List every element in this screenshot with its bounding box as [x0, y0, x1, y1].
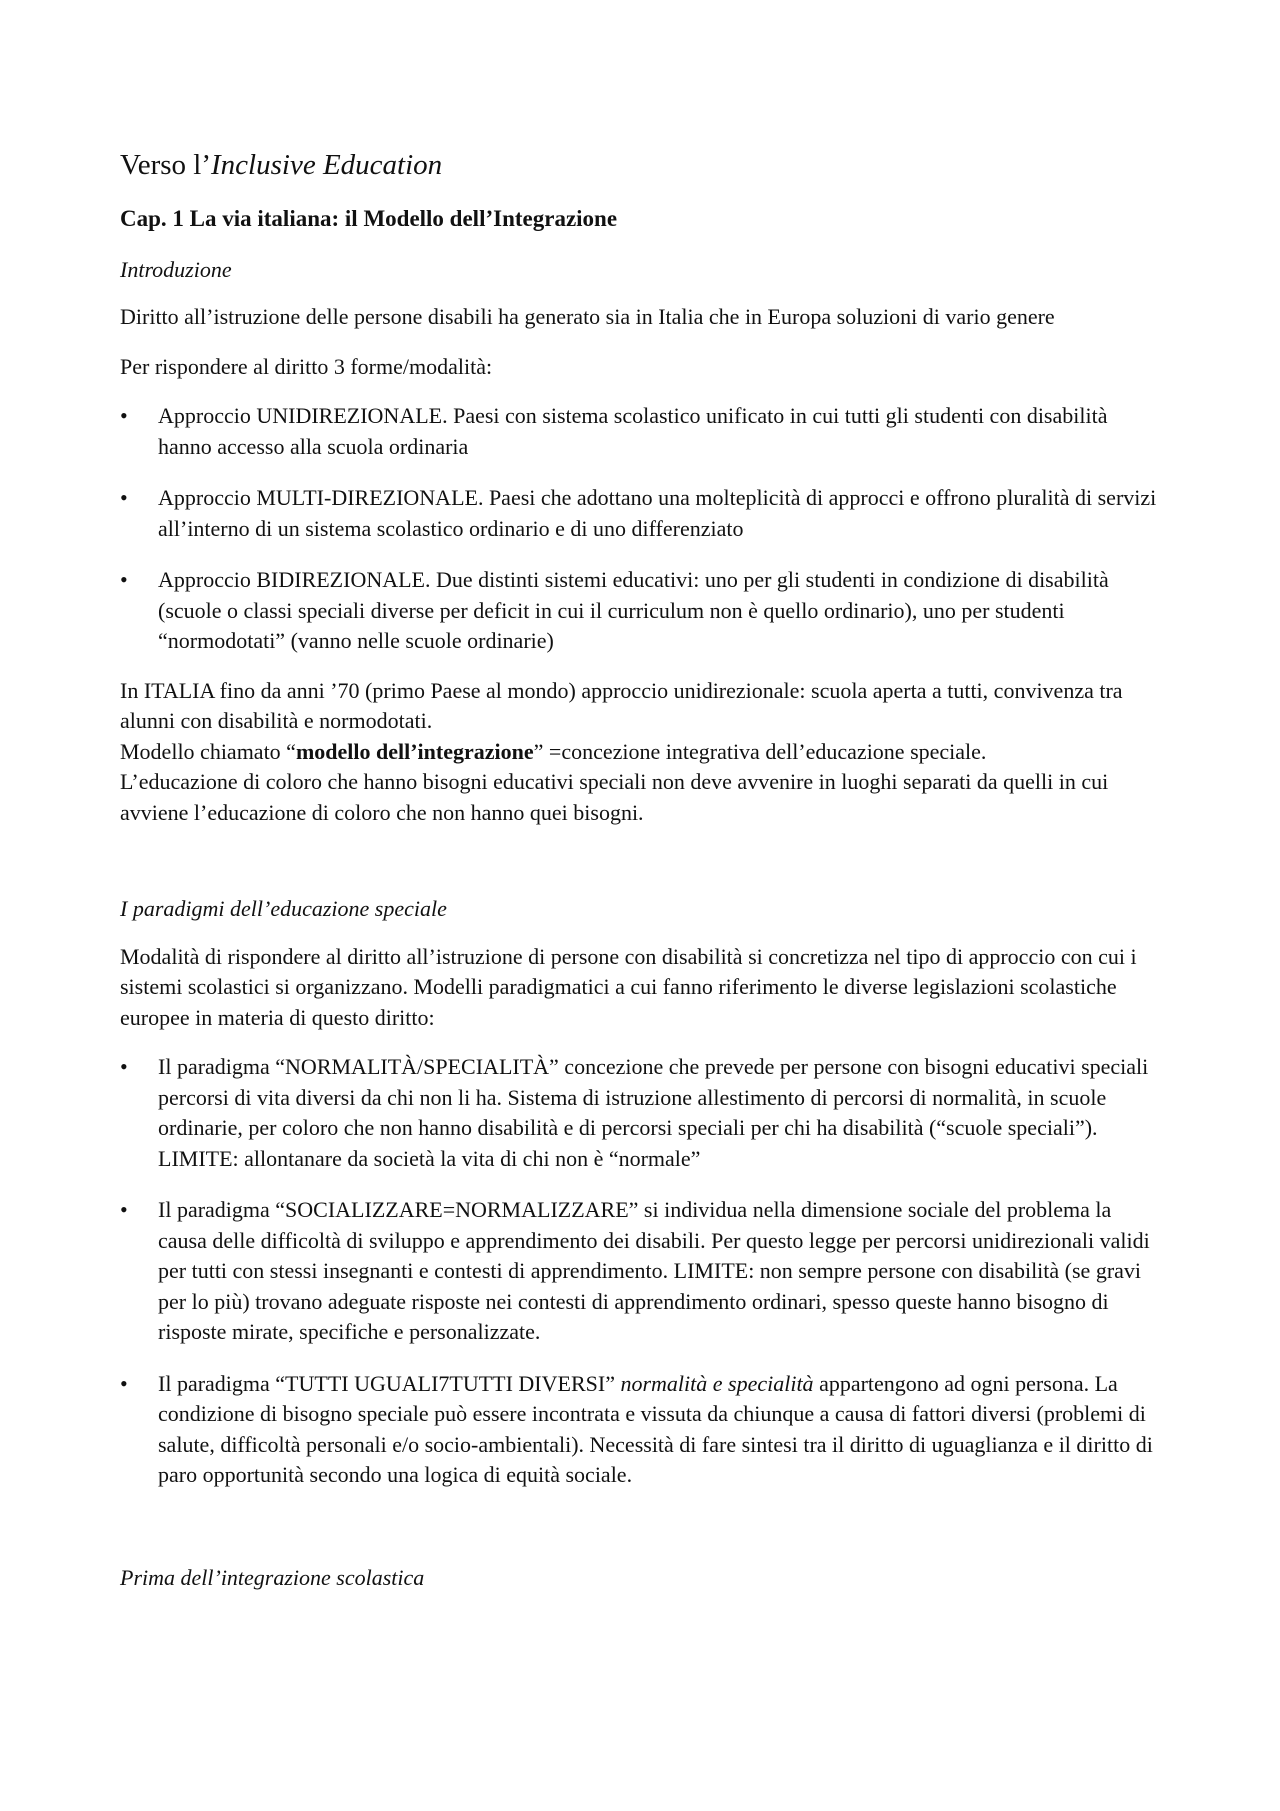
- chapter-heading: Cap. 1 La via italiana: il Modello dell’Integrazione: [120, 205, 618, 231]
- bullet-marker: •: [120, 1370, 128, 1396]
- intro-paragraph-2: Per rispondere al diritto 3 forme/modalità:: [120, 353, 493, 379]
- italia-paragraph: [120, 676, 1160, 829]
- list-item-text: Approccio BIDIREZIONALE. Due distinti sistemi educativi: uno per gli studenti in condizione di disabilità (scuole o classi speciali diverse per deficit in cui il curriculum non è quello ordinario), uno per studenti “normodotati” (vanno nelle scuole ordinarie): [158, 567, 1109, 654]
- approaches-list: [120, 401, 1160, 657]
- list-item: [120, 483, 1160, 544]
- list-item-text-italic: normalità e specialità: [620, 1370, 814, 1396]
- title-italic: Inclusive Education: [211, 149, 443, 181]
- paradigms-paragraph-1: Modalità di rispondere al diritto all’istruzione di persone con disabilità si concretizza nel tipo di approccio con cui i sistemi scolastici si organizzano. Modelli paradigmatici a cui fanno riferimento le diverse legislazioni scolastiche europee in materia di questo diritto:: [120, 943, 1137, 1030]
- list-item-text: Il paradigma “NORMALITÀ/SPECIALITÀ” concezione che prevede per persone con bisogni educativi speciali percorsi di vita diversi da chi non li ha. Sistema di istruzione allestimento di percorsi di normalità, in scuole ordinarie, per coloro che non hanno disabilità e di percorsi speciali per chi ha disabilità (“scuole speciali”). LIMITE: allontanare da società la vita di chi non è “normale”: [158, 1054, 1149, 1171]
- list-item-text: Approccio UNIDIREZIONALE. Paesi con sistema scolastico unificato in cui tutti gli studenti con disabilità hanno accesso alla scuola ordinaria: [158, 403, 1108, 459]
- intro-paragraph-1: Diritto all’istruzione delle persone disabili ha generato sia in Italia che in Europa soluzioni di vario genere: [120, 304, 1055, 330]
- italia-line-3: L’educazione di coloro che hanno bisogni educativi speciali non deve avvenire in luoghi separati da quelli in cui avviene l’educazione di coloro che non hanno quei bisogni.: [120, 769, 1109, 825]
- list-item: [120, 401, 1160, 462]
- list-item: [120, 1052, 1160, 1174]
- bullet-marker: •: [120, 1054, 128, 1080]
- list-item: [120, 1195, 1160, 1348]
- bullet-marker: •: [120, 485, 128, 511]
- list-item-text: Approccio MULTI-DIREZIONALE. Paesi che adottano una molteplicità di approcci e offrono pluralità di servizi all’interno di un sistema scolastico ordinario e di uno differenziato: [158, 485, 1157, 541]
- paradigms-list: [120, 1052, 1160, 1491]
- list-item: [120, 1369, 1160, 1491]
- bullet-marker: •: [120, 403, 128, 429]
- list-item: [120, 565, 1160, 657]
- title-plain: Verso l’: [120, 149, 212, 181]
- list-item-text-post: appartengono ad ogni persona. La condizione di bisogno speciale può essere incontrata e vissuta da chiunque a causa di fattori diversi (problemi di salute, difficoltà personali e/o socio-ambientali). Necessità di fare sintesi tra il diritto di uguaglianza e il diritto di paro opportunità secondo una logica di equità sociale.: [158, 1370, 1153, 1488]
- spacer: [120, 847, 1160, 895]
- italia-line-2-pre: Modello chiamato “: [120, 738, 296, 764]
- italia-line-2-post: ” =concezione integrativa dell’educazione speciale.: [533, 738, 987, 764]
- bullet-marker: •: [120, 1197, 128, 1223]
- bullet-marker: •: [120, 567, 128, 593]
- section-heading-paradigmi: I paradigmi dell’educazione speciale: [120, 896, 447, 922]
- list-item-text-pre: Il paradigma “TUTTI UGUALI7TUTTI DIVERSI”: [158, 1370, 621, 1396]
- italia-line-1: In ITALIA fino da anni ’70 (primo Paese al mondo) approccio unidirezionale: scuola aperta a tutti, convivenza tra alunni con disabilità e normodotati.: [120, 677, 1123, 734]
- italia-line-2-bold: modello dell’integrazione: [295, 738, 534, 764]
- section-heading-introduzione: Introduzione: [120, 256, 232, 282]
- list-item-text: Il paradigma “SOCIALIZZARE=NORMALIZZARE” si individua nella dimensione sociale del problema la causa delle difficoltà di sviluppo e apprendimento dei disabili. Per questo legge per percorsi unidirezionali validi per tutti con stessi insegnanti e contesti di apprendimento. LIMITE: non sempre persone con disabilità (se gravi per lo più) trovano adeguate risposte nei contesti di apprendimento ordinari, spesso queste hanno bisogno di risposte mirate, specifiche e personalizzate.: [158, 1197, 1150, 1345]
- spacer: [120, 1512, 1160, 1564]
- section-heading-prima: Prima dell’integrazione scolastica: [120, 1564, 425, 1590]
- document-title: [120, 148, 1160, 183]
